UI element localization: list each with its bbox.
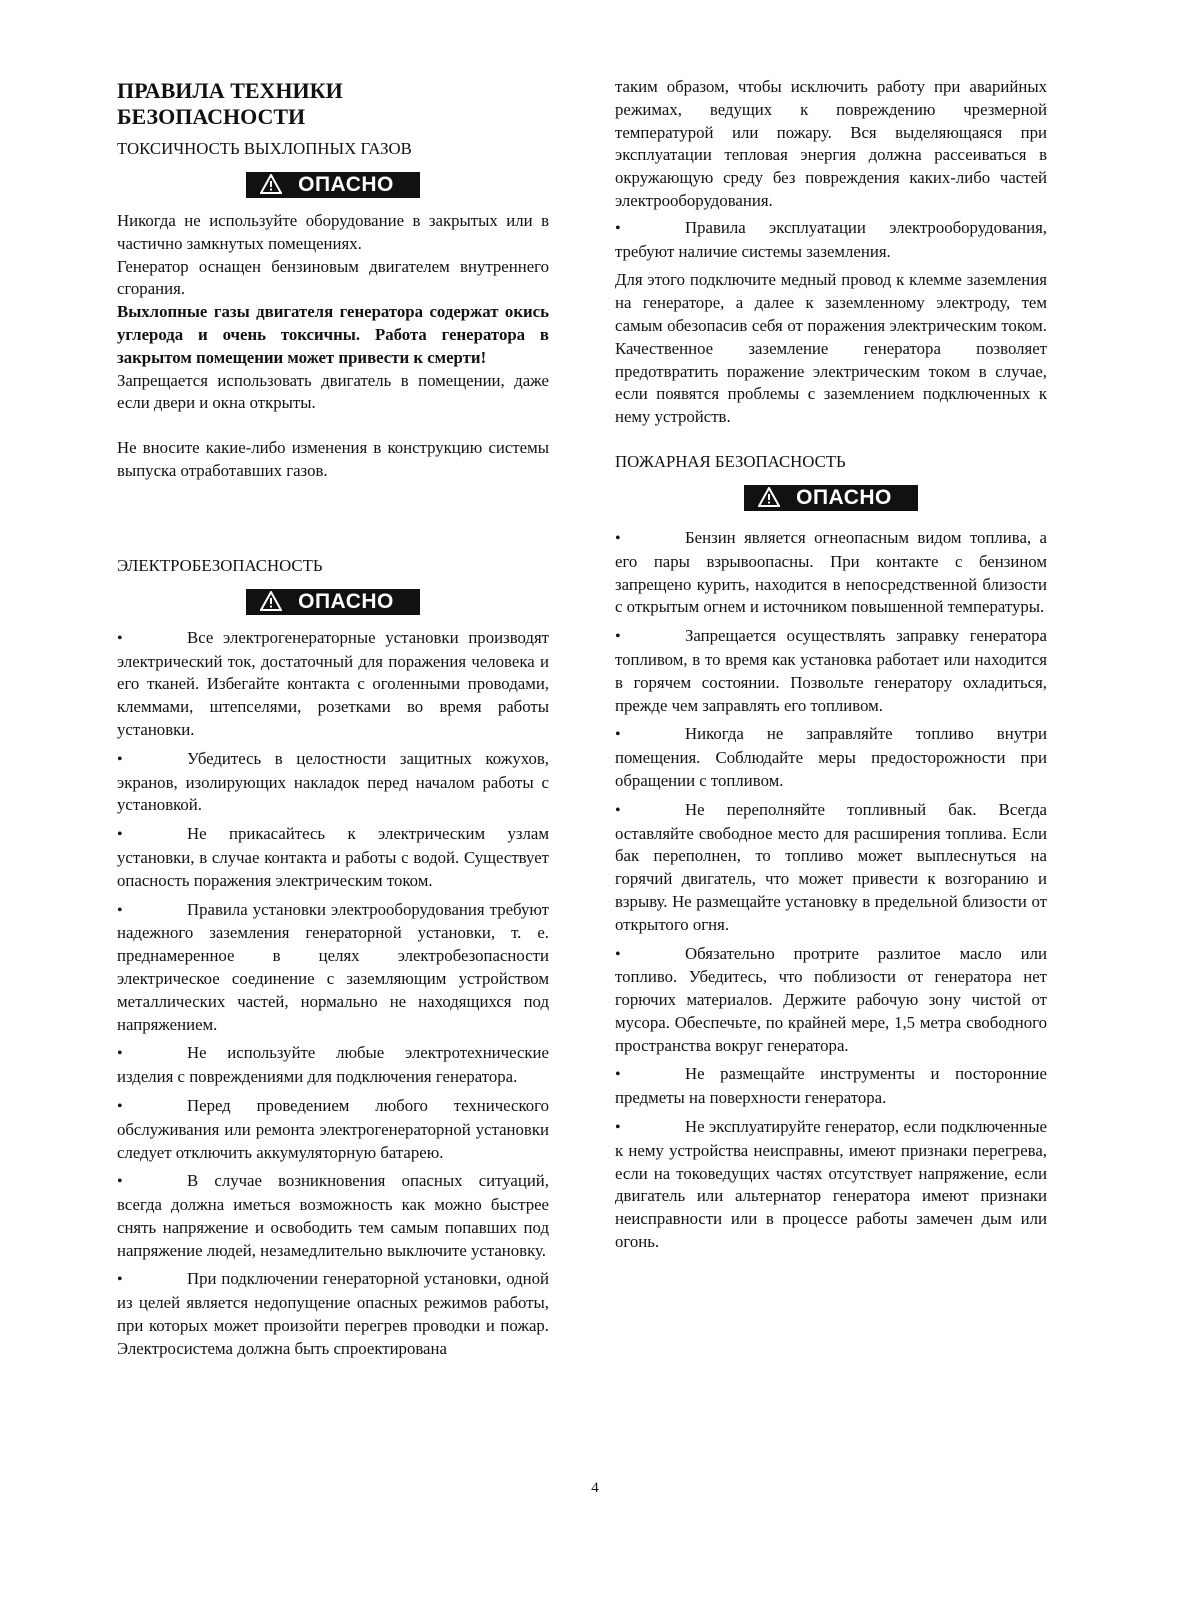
list-item: • Обязательно протрите разлитое масло или топливо. Убедитесь, что поблизости от генератора нет горючих материалов. Держите рабочую зону чистой от мусора. Обеспечьте, по крайней мере, 1,5 метра свободного пространства вокруг генератора.	[615, 943, 1047, 1055]
warning-triangle-icon	[758, 485, 780, 511]
grounding-text: Для этого подключите медный провод к клемме заземления на генераторе, а далее к заземленному электроду, тем самым обезопасив себя от поражения электрическим током. Качественное заземление генератора позволяет предотвратить поражение электрическим током в случае, если появятся проблемы с заземлением подключенных к нему устройств.	[615, 270, 1047, 427]
toxicity-paragraph-4: Запрещается использовать двигатель в помещении, даже если двери и окна открыты.	[117, 370, 549, 413]
page-title-line1: ПРАВИЛА ТЕХНИКИ	[117, 78, 343, 103]
list-item: • Не прикасайтесь к электрическим узлам установки, в случае контакта и работы с водой. Существует опасность поражения электрическим током.	[117, 824, 549, 890]
list-item: • Правила эксплуатации электрооборудования, требуют наличие системы заземления.	[615, 217, 1047, 261]
list-item: • Не эксплуатируйте генератор, если подключенные к нему устройства неисправны, имеют признаки перегрева, если на токоведущих частях отсутствует напряжение, если двигатель или альтернатор генератора имеют признаки неисправности или в процессе работы замечен дым или огонь.	[615, 1117, 1047, 1252]
page-number: 4	[591, 1480, 599, 1496]
danger-label: ОПАСНО	[796, 485, 892, 509]
list-item: • Перед проведением любого технического обслуживания или ремонта электрогенераторной установки следует отключить аккумуляторную батарею.	[117, 1095, 549, 1162]
list-item: • Не переполняйте топливный бак. Всегда оставляйте свободное место для расширения топлива. Если бак переполнен, то топливо может выплеснуться на горячий двигатель, что может привести к возгоранию и взрыву. Не размещайте установку в предельной близости от открытого огня.	[615, 799, 1047, 934]
fire-heading: ПОЖАРНАЯ БЕЗОПАСНОСТЬ	[615, 451, 846, 471]
list-item: • Запрещается осуществлять заправку генератора топливом, в то время как установка работает или находится в горячем состоянии. Позвольте генератору охладиться, прежде чем заправлять его топливом.	[615, 626, 1047, 715]
danger-label: ОПАСНО	[298, 173, 394, 196]
list-item: • В случае возникновения опасных ситуаций, всегда должна иметься возможность как можно быстрее снять напряжение и освободить тем самым попавших под напряжение людей, незамедлительно выключите установку.	[117, 1171, 549, 1260]
right-column	[615, 76, 1047, 1260]
list-item: • Никогда не заправляйте топливо внутри помещения. Соблюдайте меры предосторожности при обращении с топливом.	[615, 724, 1047, 790]
toxicity-paragraph-2: Генератор оснащен бензиновым двигателем внутреннего сгорания.	[117, 256, 549, 299]
toxicity-danger-box	[117, 172, 549, 198]
warning-triangle-icon	[260, 172, 282, 198]
list-item: • Не размещайте инструменты и посторонние предметы на поверхности генератора.	[615, 1064, 1047, 1108]
fire-danger-box	[615, 485, 1047, 511]
left-column	[117, 74, 549, 1367]
list-item: • При подключении генераторной установки, одной из целей является недопущение опасных режимов работы, при которых может произойти перегрев проводки и пожар. Электросистема должна быть спроектирована	[117, 1269, 549, 1358]
danger-label: ОПАСНО	[298, 589, 394, 613]
electrical-heading: ЭЛЕКТРОБЕЗОПАСНОСТЬ	[117, 555, 323, 575]
list-item: • Правила установки электрооборудования требуют надежного заземления генераторной установки, т. е. преднамеренное в целях электробезопасности электрическое соединение с заземляющим устройством металлических частей, нормально не находящихся под напряжением.	[117, 899, 549, 1034]
page-title-line2: БЕЗОПАСНОСТИ	[117, 104, 306, 129]
electrical-continuation: таким образом, чтобы исключить работу при аварийных режимах, ведущих к повреждению чрезмерной температурой или пожару. Вся выделяющаяся при эксплуатации тепловая энергия должна рассеиваться в окружающую среду без повреждения каких-либо частей электрооборудования.	[615, 77, 1047, 210]
list-item: • Не используйте любые электротехнические изделия с повреждениями для подключения генератора.	[117, 1043, 549, 1087]
page-title	[117, 78, 549, 130]
toxicity-paragraph-1: Никогда не используйте оборудование в закрытых или в частично замкнутых помещениях.	[117, 211, 549, 253]
toxicity-paragraph-5: Не вносите какие-либо изменения в конструкцию системы выпуска отработавших газов.	[117, 438, 549, 480]
electrical-danger-box	[117, 589, 549, 615]
list-item: • Все электрогенераторные установки производят электрический ток, достаточный для поражения человека и его тканей. Избегайте контакта с оголенными проводами, клеммами, штепселями, розетками во время работы установки.	[117, 627, 549, 739]
fire-list	[615, 527, 1047, 1254]
warning-triangle-icon	[260, 589, 282, 615]
electrical-list	[117, 627, 549, 1361]
list-item: • Убедитесь в целостности защитных кожухов, экранов, изолирующих накладок перед началом работы с установкой.	[117, 748, 549, 815]
toxicity-warning-bold: Выхлопные газы двигателя генератора содержат окись углерода и очень токсичны. Работа генератора в закрытом помещении может привести к смерти!	[117, 302, 549, 367]
list-item: • Бензин является огнеопасным видом топлива, а его пары взрывоопасны. При контакте с бензином запрещено курить, находится в непосредственной близости с открытым огнем и источником повышенной температуры.	[615, 527, 1047, 617]
toxicity-heading: ТОКСИЧНОСТЬ ВЫХЛОПНЫХ ГАЗОВ	[117, 139, 412, 158]
